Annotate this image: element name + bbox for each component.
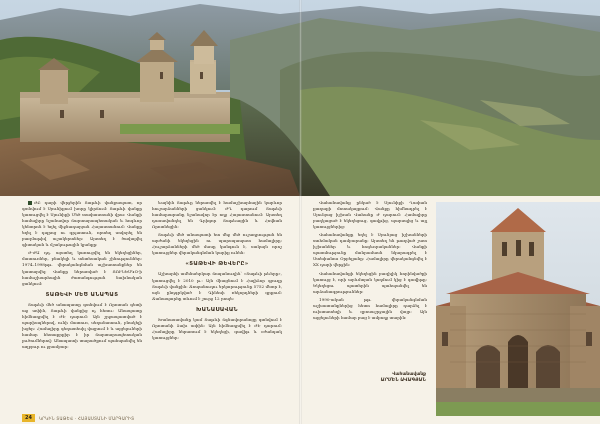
paragraph: Ժ-ԺԱ դդ. այստեղ կառուցվել են եկեղեցիներ, մատուռներ, բնակելի և տնտեսական շինություններ։ 1974–1998թթ. վերականգնման աշխատանքներ են կատարվել։ Վանքը ներառված է ՅՈՒՆԵՍԿՕ-ի համաշխարհային ժառանգության նախնական ցանկում։	[22, 250, 142, 286]
paragraph: 1990-ական թթ. վերականգնման աշխատանքներից հետո համալիրը դարձել է ուխտատեղի և զբոսաշրջային վայր։ Այն այցելուների համար բաց է ամբողջ տարին։	[313, 296, 427, 320]
paragraph: Խանասավանը կամ Տաթևի ճգնավորանոցը գտնվում է Որոտանի ձախ ափին։ Այն հիմնադրվել է ԺԷ դարում։ Համալիրը ներառում է եկեղեցի, գավիթ և օժանդակ կառույցներ։	[152, 316, 282, 340]
bullet-square-icon	[28, 201, 32, 205]
paragraph: ևայնին Տաթևը ներառվել է համաշխարհային կարևոր հուշարձանների ցանկում։ ԺԴ դարում Տաթևի համալսարանը նշանավոր էր ողջ Հայաստանում։ Այստեղ դասավանդել են Գրիգոր Տաթևացին և Հովհան Որոտնեցին։	[152, 200, 282, 230]
paragraph: Վահանավանքը եղել է Սյունյաց իշխանների տոհմական դամբարանը։ Այստեղ են թաղված շատ իշխաններ և հոգևորականներ։ Վանքի պատմությունը մանրամասն նկարագրել է Ստեփանոս Օրբելյանը։ Համալիրը վերականգնվել է XX դարի վերջին։	[313, 232, 427, 268]
paragraph	[22, 200, 142, 248]
text-column-2	[152, 200, 282, 343]
page-gutter	[299, 0, 302, 424]
paragraph: Տաթևի մեծ անապատի ետ մեջ մեծ ուշադրության են արժանի եկեղեցին ու պարսպապատ համալիրը։ Հուշարձանների մեծ մասը կանգուն է, սակայն որոշ կառույցներ վերականգնման կարիք ունեն։	[152, 232, 282, 256]
paragraph: Տաթևի մեծ անապատը գտնվում է Որոտան գետի աջ ափին, Տաթևի վանքից ոչ հեռու։ Անապատը հիմնադրվել է ԺԷ դարում։ Այն շրջապատված է պարիսպներով, ունի մատուռ, սեղանատուն, բնակելի խցեր։ Համալիրը գեղատեսիլ վայրում է և այցելուների համար հետաքրքիր է իր ճարտարապետական լուծումներով։ Անապատի տարածքում պահպանվել են աղբյուր ու ջրամբար։	[22, 301, 142, 350]
text-column-1	[22, 200, 142, 352]
caption-author: ԱՐՄԵՆ ԱՎԱԳՅԱՆ	[380, 378, 426, 383]
paragraph: Վահանավանքի եկեղեցին բազիլիկ հորինվածքի կառույց է, որի արևմտյան կողմում կից է գավիթը։ Եկեղեցու պատերին պահպանվել են արձանագրություններ։	[313, 270, 427, 294]
section-heading: ԽԱՆԱՍԱՎԱՆ	[196, 306, 238, 313]
section-heading: «ՏԱԹԵՎԻ ԹԵՎԵՐԸ»	[185, 261, 249, 268]
paragraph: Աշխարհի ամենաերկար ճոպանուղին՝ «Տաթևի թևերը», կառուցվել է 2010 թ.։ Այն միացնում է Հալիձոր գյուղը Տաթևի վանքին։ Ճոպանուղու երկարությունը 5752 մետր է, այն ընդգրկված է Գինեսի ռեկորդների գրքում։ Ճանապարհը տևում է շուրջ 12 րոպե։	[152, 271, 282, 301]
paragraph: Վահանավանք ընկած է Սյունիքի Ղափան քաղաքի մոտակայքում։ Վանքը հիմնադրել է Սյունյաց իշխան Վահանը Ժ դարում։ Համալիրը բաղկացած է եկեղեցուց, գավթից, պարսպից և այլ կառույցներից։	[313, 200, 427, 230]
running-head: ԿՐԿԻՆ ՏԱԹԵՎ · ՀԱՅԱՍՏԱՆԻ ՄԱՐԳԱՐԻՏ	[38, 415, 135, 421]
paragraph-text: ԺԲ դարի վերջերին Տաթևի վանքապատ, որ գտնվում է Սյունիքում խորը կիրճում։ Տաթևի վանքը կառուցվել է Սյունիքի Մեծ տափաստանի վրա։ Վանքի համալիրը նշանավոր ճարտարապետական և հոգևոր կենտրոն է եղել միջնադարյան Հայաստանում։ Վանքը եղել է դպրոց ու գրչատուն, որտեղ սովորել են բազմաթիվ աշակերտներ։ Այստեղ է ծավալվել գիտական և մշակութային կյանքը։	[22, 200, 142, 248]
church-photo-drawing	[436, 202, 600, 416]
caption-title: Վահանավանք	[392, 372, 426, 377]
photo-caption	[314, 372, 426, 384]
church-photo	[436, 202, 600, 416]
page-footer	[22, 414, 294, 422]
page-number: 24	[22, 414, 35, 422]
section-heading: ՏԱԹԵՎԻ ՄԵԾ ԱՆԱՊԱՏ	[45, 291, 119, 298]
text-column-3	[313, 200, 427, 323]
